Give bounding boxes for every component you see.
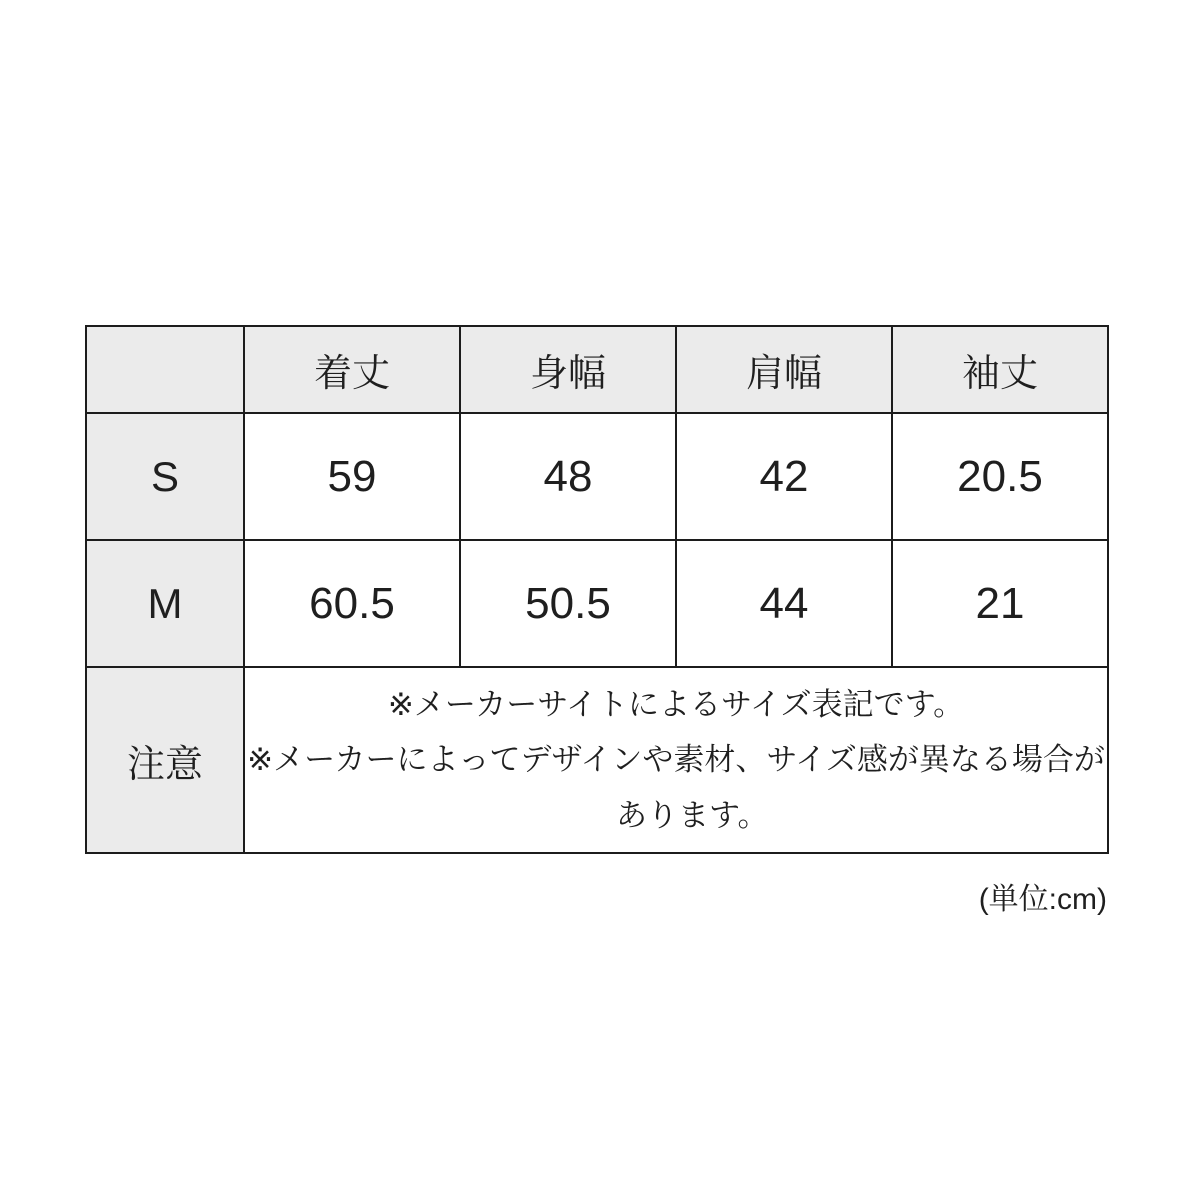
- value-s-shoulder-width: 42: [676, 413, 892, 540]
- value-s-body-length: 59: [244, 413, 460, 540]
- row-label-size-s: S: [86, 413, 244, 540]
- value-m-body-length: 60.5: [244, 540, 460, 667]
- table-row-size-s: [86, 413, 1108, 540]
- column-header-body-width: 身幅: [460, 326, 676, 413]
- value-s-body-width: 48: [460, 413, 676, 540]
- column-header-body-length: 着丈: [244, 326, 460, 413]
- note-line-2: ※メーカーによってデザインや素材、サイズ感が異なる場合があります。: [247, 742, 1105, 833]
- table-header-row: [86, 326, 1108, 413]
- corner-cell: [86, 326, 244, 413]
- value-s-sleeve-length: 20.5: [892, 413, 1108, 540]
- table-row-note: [86, 667, 1108, 853]
- note-cell: [244, 667, 1108, 853]
- note-line-1: ※メーカーサイトによるサイズ表記です。: [387, 687, 965, 723]
- unit-label: (単位:cm): [978, 883, 1107, 916]
- value-m-body-width: 50.5: [460, 540, 676, 667]
- table-row-size-m: [86, 540, 1108, 667]
- column-header-sleeve-length: 袖丈: [892, 326, 1108, 413]
- value-m-sleeve-length: 21: [892, 540, 1108, 667]
- value-m-shoulder-width: 44: [676, 540, 892, 667]
- column-header-shoulder-width: 肩幅: [676, 326, 892, 413]
- row-label-note: 注意: [86, 667, 244, 853]
- size-chart-table: [85, 325, 1109, 854]
- row-label-size-m: M: [86, 540, 244, 667]
